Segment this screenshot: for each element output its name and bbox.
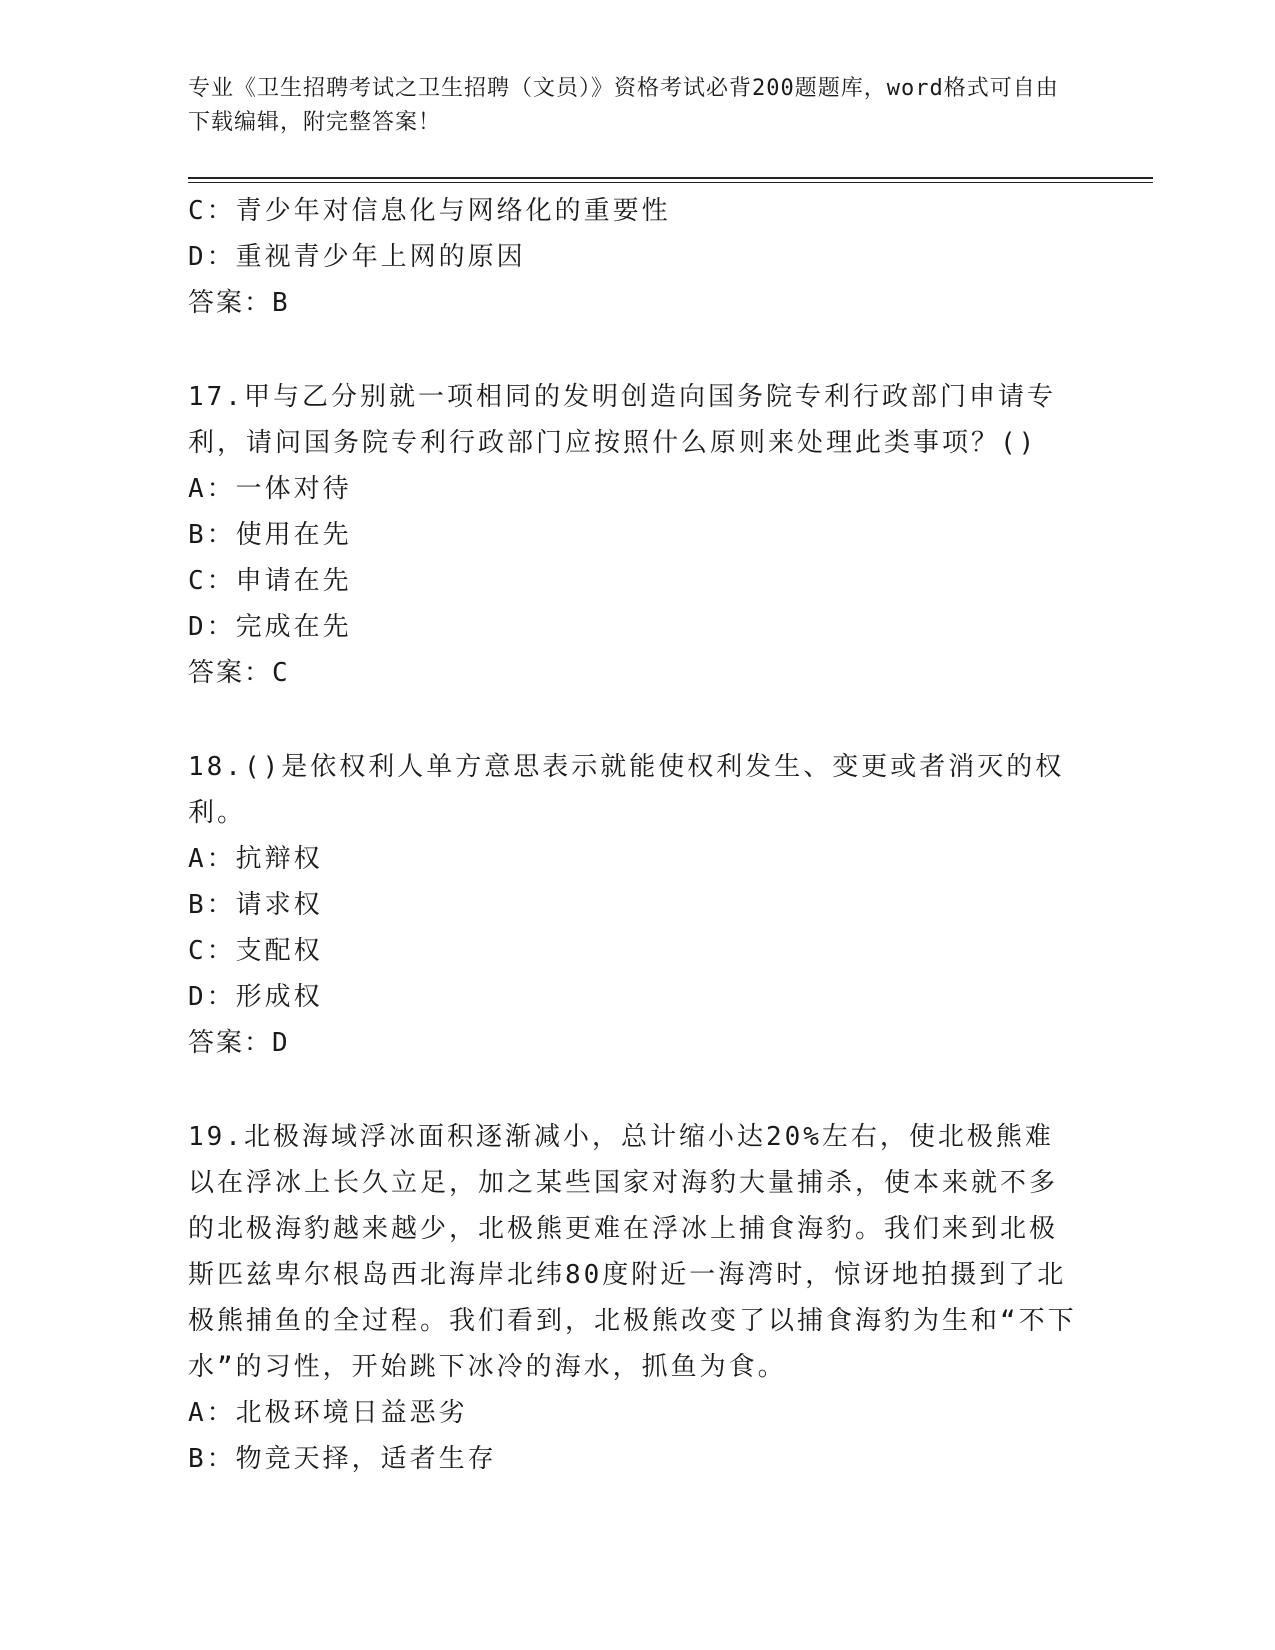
q16-option-d: D：重视青少年上网的原因 xyxy=(188,242,526,272)
q16-option-c: C：青少年对信息化与网络化的重要性 xyxy=(188,196,671,226)
q18-option-b: B：请求权 xyxy=(188,890,323,920)
q18-option-c: C：支配权 xyxy=(188,936,323,966)
question-spacer xyxy=(188,696,1078,744)
q19-option-a: A：北极环境日益恶劣 xyxy=(188,1398,468,1428)
question-spacer xyxy=(188,1066,1078,1114)
q18-answer: 答案：D xyxy=(188,1028,290,1058)
header-rule-thick xyxy=(188,177,1153,179)
q18-stem: 18.()是依权利人单方意思表示就能使权利发生、变更或者消灭的权利。 xyxy=(188,752,1065,828)
q18-option-a: A：抗辩权 xyxy=(188,844,323,874)
q19-stem: 19.北极海域浮冰面积逐渐减小，总计缩小达20%左右，使北极熊难以在浮冰上长久立足，加之某些国家对海豹大量捕杀，使本来就不多的北极海豹越来越少，北极熊更难在浮冰上捕食海豹。我们来到北极斯匹兹卑尔根岛西北海岸北纬80度附近一海湾时，惊讶地拍摄到了北极熊捕鱼的全过程。我们看到，北极熊改变了以捕食海豹为生和“不下水”的习性，开始跳下冰冷的海水，抓鱼为食。 xyxy=(188,1122,1077,1382)
q17-answer: 答案：C xyxy=(188,658,290,688)
q16-answer: 答案：B xyxy=(188,288,290,318)
q17-option-a: A：一体对待 xyxy=(188,474,352,504)
q19-option-b: B：物竞天择，适者生存 xyxy=(188,1444,497,1474)
question-spacer xyxy=(188,326,1078,374)
q17-option-d: D：完成在先 xyxy=(188,612,352,642)
question-content xyxy=(188,188,1078,1482)
page-header: 专业《卫生招聘考试之卫生招聘（文员）》资格考试必背200题题库，word格式可自由下载编辑，附完整答案！ xyxy=(188,76,1059,135)
q18-option-d: D：形成权 xyxy=(188,982,323,1012)
q17-option-b: B：使用在先 xyxy=(188,520,352,550)
q17-stem: 17.甲与乙分别就一项相同的发明创造向国务院专利行政部门申请专利，请问国务院专利行政部门应按照什么原则来处理此类事项？() xyxy=(188,382,1056,458)
header-rule-thin xyxy=(188,182,1153,183)
q17-option-c: C：申请在先 xyxy=(188,566,352,596)
